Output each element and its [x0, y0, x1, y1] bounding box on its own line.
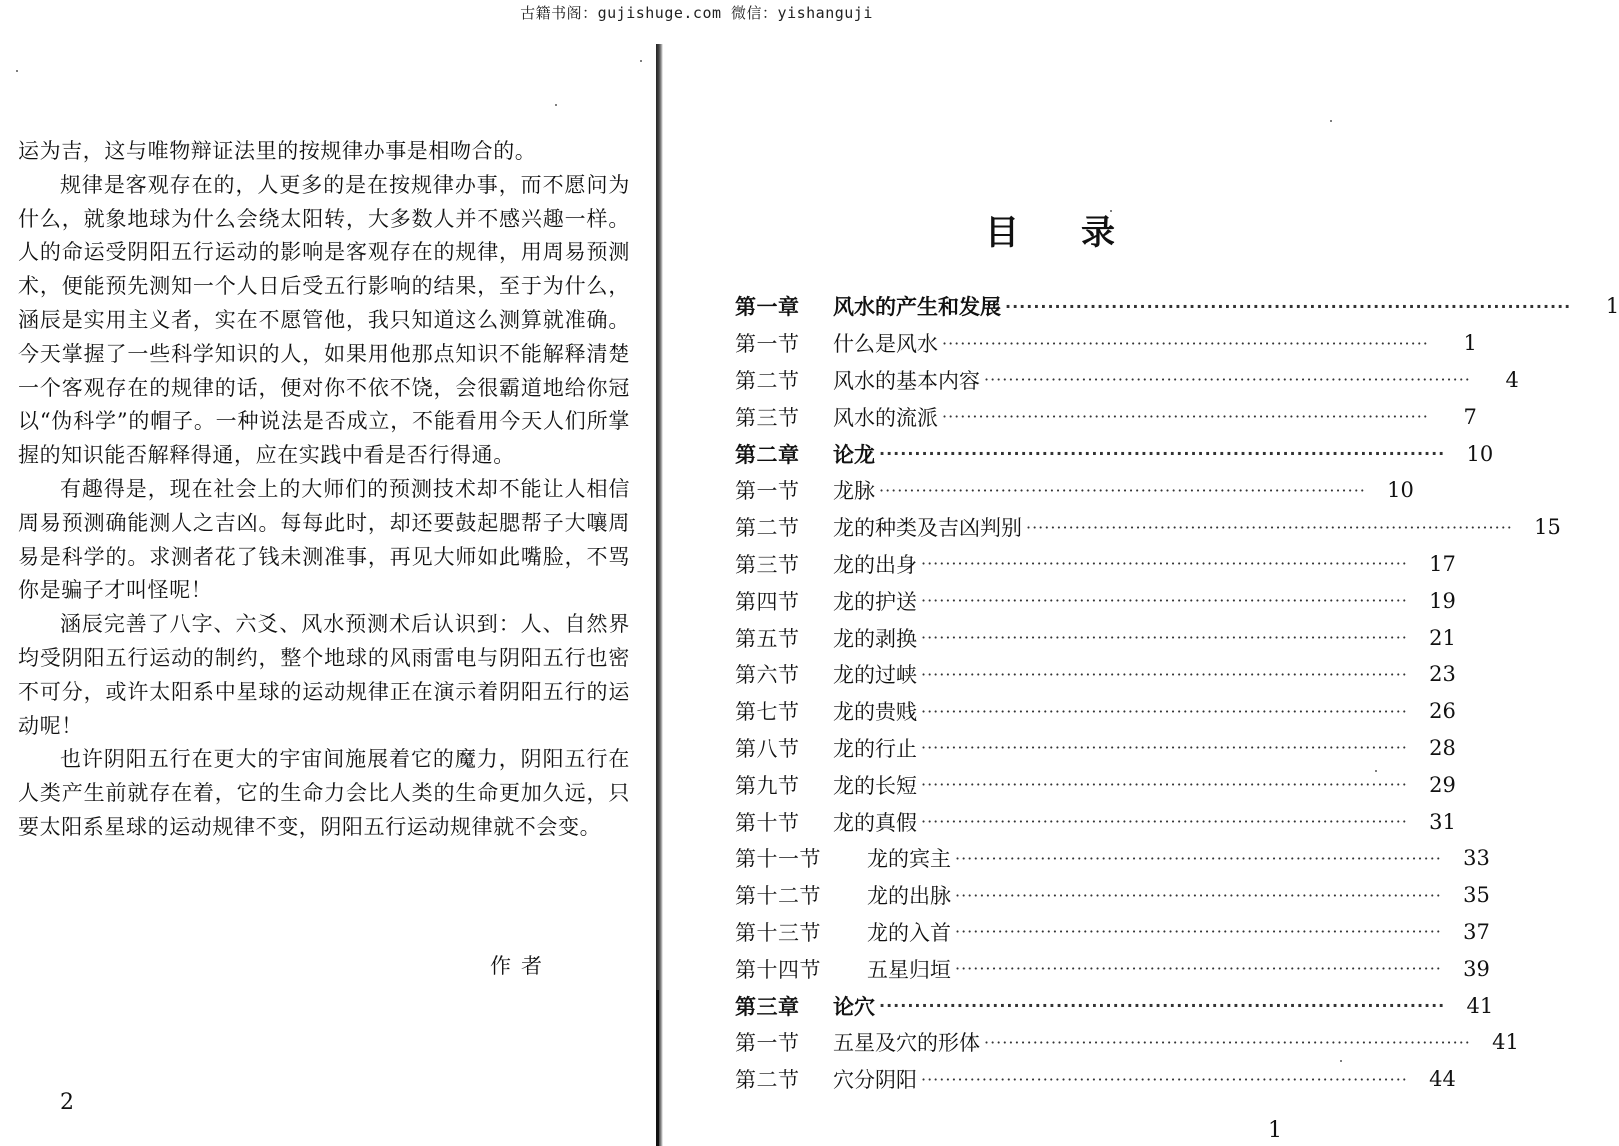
- toc-entry: [735, 877, 1490, 914]
- toc-entry: [735, 803, 1456, 840]
- paragraph: 有趣得是，现在社会上的大师们的预测技术却不能让人相信周易预测确能测人之吉凶。每每此时，却还要鼓起腮帮子大嚷周易是科学的。求测者花了钱未测准事，再见大师如此嘴脸，不骂你是骗子才叫怪呢！: [18, 476, 630, 603]
- toc-entry-number: 第十节: [735, 810, 800, 835]
- toc-entry: [735, 435, 1494, 472]
- toc-entry-title: 龙的出身: [833, 552, 917, 577]
- toc-leader-dots: ················································································: [1026, 517, 1513, 537]
- toc-leader-dots: ················································································: [921, 591, 1408, 611]
- toc-entry-title: 龙的宾主: [867, 847, 951, 872]
- toc-entry-title: 龙脉: [833, 479, 875, 504]
- toc-entry-page: 33: [1463, 846, 1490, 871]
- table-of-contents: [735, 288, 1619, 1098]
- scan-speck: [1110, 210, 1112, 212]
- toc-entry-number: 第三节: [735, 405, 800, 430]
- toc-entry-page: 10: [1387, 478, 1414, 503]
- toc-entry-page: 1: [1463, 331, 1477, 356]
- toc-leader-dots: ················································································: [921, 701, 1408, 721]
- toc-leader-dots: ················································································: [955, 885, 1442, 905]
- toc-leader-dots: ················································································: [984, 370, 1471, 390]
- paragraph: 也许阴阳五行在更大的宇宙间施展着它的魔力，阴阳五行在人类产生前就存在着，它的生命力会比人类的生命更加久远，只要太阳系星球的运动规律不变，阴阳五行运动规律就不会变。: [18, 747, 630, 839]
- toc-entry: [735, 730, 1456, 767]
- toc-entry-number: 第八节: [735, 736, 800, 761]
- toc-title: 目录: [985, 213, 1177, 253]
- toc-entry-page: 21: [1429, 625, 1456, 650]
- toc-entry-page: 1: [1605, 294, 1619, 319]
- toc-entry-page: 7: [1463, 404, 1477, 429]
- toc-entry: [735, 987, 1494, 1024]
- toc-leader-dots: ················································································: [921, 554, 1408, 574]
- toc-entry-title: 风水的产生和发展: [833, 295, 1001, 320]
- toc-entry-title: 论龙: [833, 442, 875, 467]
- watermark-text: 古籍书阁：gujishuge.com 微信：yishanguji: [520, 4, 873, 22]
- scan-speck: [555, 104, 557, 106]
- toc-entry-page: 31: [1429, 809, 1456, 834]
- toc-entry-title: 龙的行止: [833, 736, 917, 761]
- toc-entry-title: 五星及穴的形体: [833, 1031, 980, 1056]
- toc-entry-title: 龙的剥换: [833, 626, 917, 651]
- toc-entry-number: 第一节: [735, 479, 800, 504]
- toc-entry-page: 29: [1429, 772, 1456, 797]
- author-signature: 作者: [490, 954, 552, 978]
- toc-leader-dots: ················································································: [879, 444, 1446, 464]
- scan-speck: [640, 60, 642, 62]
- toc-entry-title: 龙的贵贱: [833, 700, 917, 725]
- toc-entry: [735, 950, 1490, 987]
- toc-entry: [735, 546, 1456, 583]
- toc-entry-page: 23: [1429, 662, 1456, 687]
- toc-entry-number: 第三节: [735, 552, 800, 577]
- toc-entry-page: 4: [1505, 367, 1519, 392]
- toc-entry: [735, 362, 1519, 399]
- toc-leader-dots: ················································································: [955, 959, 1442, 979]
- toc-entry-title: 龙的出脉: [867, 884, 951, 909]
- toc-entry: [735, 325, 1477, 362]
- toc-leader-dots: ················································································: [984, 1032, 1471, 1052]
- toc-entry-page: 44: [1429, 1067, 1456, 1092]
- book-spine-shadow: [656, 44, 663, 1146]
- toc-entry-number: 第二节: [735, 368, 800, 393]
- toc-entry-number: 第六节: [735, 663, 800, 688]
- toc-entry-title: 龙的长短: [833, 773, 917, 798]
- toc-entry: [735, 656, 1456, 693]
- page-number-right: 1: [1268, 1118, 1282, 1143]
- toc-entry-title: 风水的流派: [833, 405, 938, 430]
- toc-entry: [735, 472, 1414, 509]
- book-spine-line: [656, 990, 659, 1146]
- toc-entry-page: 37: [1463, 919, 1490, 944]
- toc-entry: [735, 693, 1456, 730]
- toc-entry-title: 龙的种类及吉凶判别: [833, 516, 1022, 541]
- toc-entry-page: 15: [1534, 515, 1561, 540]
- toc-entry-number: 第一章: [735, 295, 800, 320]
- toc-entry-title: 论穴: [833, 994, 875, 1019]
- toc-leader-dots: ················································································: [921, 664, 1408, 684]
- toc-entry-title: 五星归垣: [867, 957, 951, 982]
- paragraph: 规律是客观存在的，人更多的是在按规律办事，而不愿问为什么，就象地球为什么会绕太阳转，大多数人并不感兴趣一样。人的命运受阴阳五行运动的影响是客观存在的规律，用周易预测术，便能预先测知一个人日后受五行影响的结果，至于为什么，涵辰是实用主义者，实在不愿管他，我只知道这么测算就准确。今天掌握了一些科学知识的人，如果用他那点知识不能解释清楚一个客观存在的规律的话，便对你不依不饶，会很霸道地给你冠以“伪科学”的帽子。一种说法是否成立，不能看用今天人们所掌握的知识能否解释得通，应在实践中看是否行得通。: [18, 172, 630, 468]
- toc-entry-page: 10: [1466, 441, 1494, 466]
- toc-entry-number: 第五节: [735, 626, 800, 651]
- toc-entry-number: 第七节: [735, 700, 800, 725]
- toc-entry-page: 17: [1429, 551, 1456, 576]
- toc-entry: [735, 914, 1490, 951]
- toc-entry: [735, 766, 1456, 803]
- toc-entry-title: 什么是风水: [833, 332, 938, 357]
- toc-entry-number: 第一节: [735, 332, 800, 357]
- paragraph: 涵辰完善了八字、六爻、风水预测术后认识到：人、自然界均受阴阳五行运动的制约，整个地球的风雨雷电与阴阳五行也密不可分，或许太阳系中星球的运动规律正在演示着阴阳五行的运动呢！: [18, 612, 630, 738]
- toc-entry-number: 第四节: [735, 589, 800, 614]
- toc-entry: [735, 509, 1561, 546]
- scan-speck: [1375, 770, 1377, 772]
- toc-entry-number: 第二节: [735, 516, 800, 541]
- left-page-body: [18, 135, 630, 845]
- toc-entry-number: 第二节: [735, 1068, 800, 1093]
- toc-entry-page: 35: [1463, 883, 1490, 908]
- toc-entry-title: 龙的真假: [833, 810, 917, 835]
- toc-entry-page: 26: [1429, 699, 1456, 724]
- toc-entry: [735, 288, 1619, 325]
- toc-entry: [735, 840, 1490, 877]
- toc-entry: [735, 398, 1477, 435]
- page-number-left: 2: [60, 1090, 74, 1115]
- toc-entry-title: 龙的护送: [833, 589, 917, 614]
- toc-leader-dots: ················································································: [942, 333, 1429, 353]
- toc-entry-page: 41: [1492, 1030, 1519, 1055]
- toc-leader-dots: ················································································: [921, 775, 1408, 795]
- toc-entry-title: 穴分阴阳: [833, 1068, 917, 1093]
- scan-speck: [1330, 120, 1332, 122]
- toc-entry: [735, 1024, 1519, 1061]
- scan-speck: [16, 70, 18, 72]
- toc-leader-dots: ················································································: [921, 1069, 1408, 1089]
- toc-entry-number: 第九节: [735, 773, 800, 798]
- toc-entry: [735, 1061, 1456, 1098]
- toc-entry-page: 28: [1429, 735, 1456, 760]
- toc-leader-dots: ················································································: [955, 848, 1442, 868]
- toc-entry-title: 风水的基本内容: [833, 368, 980, 393]
- toc-leader-dots: ················································································: [942, 407, 1429, 427]
- toc-entry: [735, 619, 1456, 656]
- toc-leader-dots: ················································································: [879, 480, 1366, 500]
- toc-leader-dots: ················································································: [921, 812, 1408, 832]
- toc-entry-title: 龙的过峡: [833, 663, 917, 688]
- toc-entry-number: 第十二节: [735, 884, 821, 909]
- toc-entry-page: 41: [1466, 993, 1494, 1018]
- toc-entry-number: 第一节: [735, 1031, 800, 1056]
- toc-entry-page: 19: [1429, 588, 1456, 613]
- toc-entry-number: 第三章: [735, 994, 800, 1019]
- paragraph: 运为吉，这与唯物辩证法里的按规律办事是相吻合的。: [18, 139, 537, 163]
- toc-leader-dots: ················································································: [955, 922, 1442, 942]
- toc-entry-number: 第二章: [735, 442, 800, 467]
- toc-entry-number: 第十四节: [735, 957, 821, 982]
- scan-speck: [1340, 1060, 1342, 1062]
- toc-entry-title: 龙的入首: [867, 920, 951, 945]
- toc-leader-dots: ················································································: [879, 996, 1446, 1016]
- toc-leader-dots: ················································································: [1005, 296, 1572, 316]
- toc-entry-page: 39: [1463, 956, 1490, 981]
- toc-entry-number: 第十三节: [735, 920, 821, 945]
- toc-entry: [735, 582, 1456, 619]
- toc-entry-number: 第十一节: [735, 847, 821, 872]
- toc-leader-dots: ················································································: [921, 628, 1408, 648]
- toc-leader-dots: ················································································: [921, 738, 1408, 758]
